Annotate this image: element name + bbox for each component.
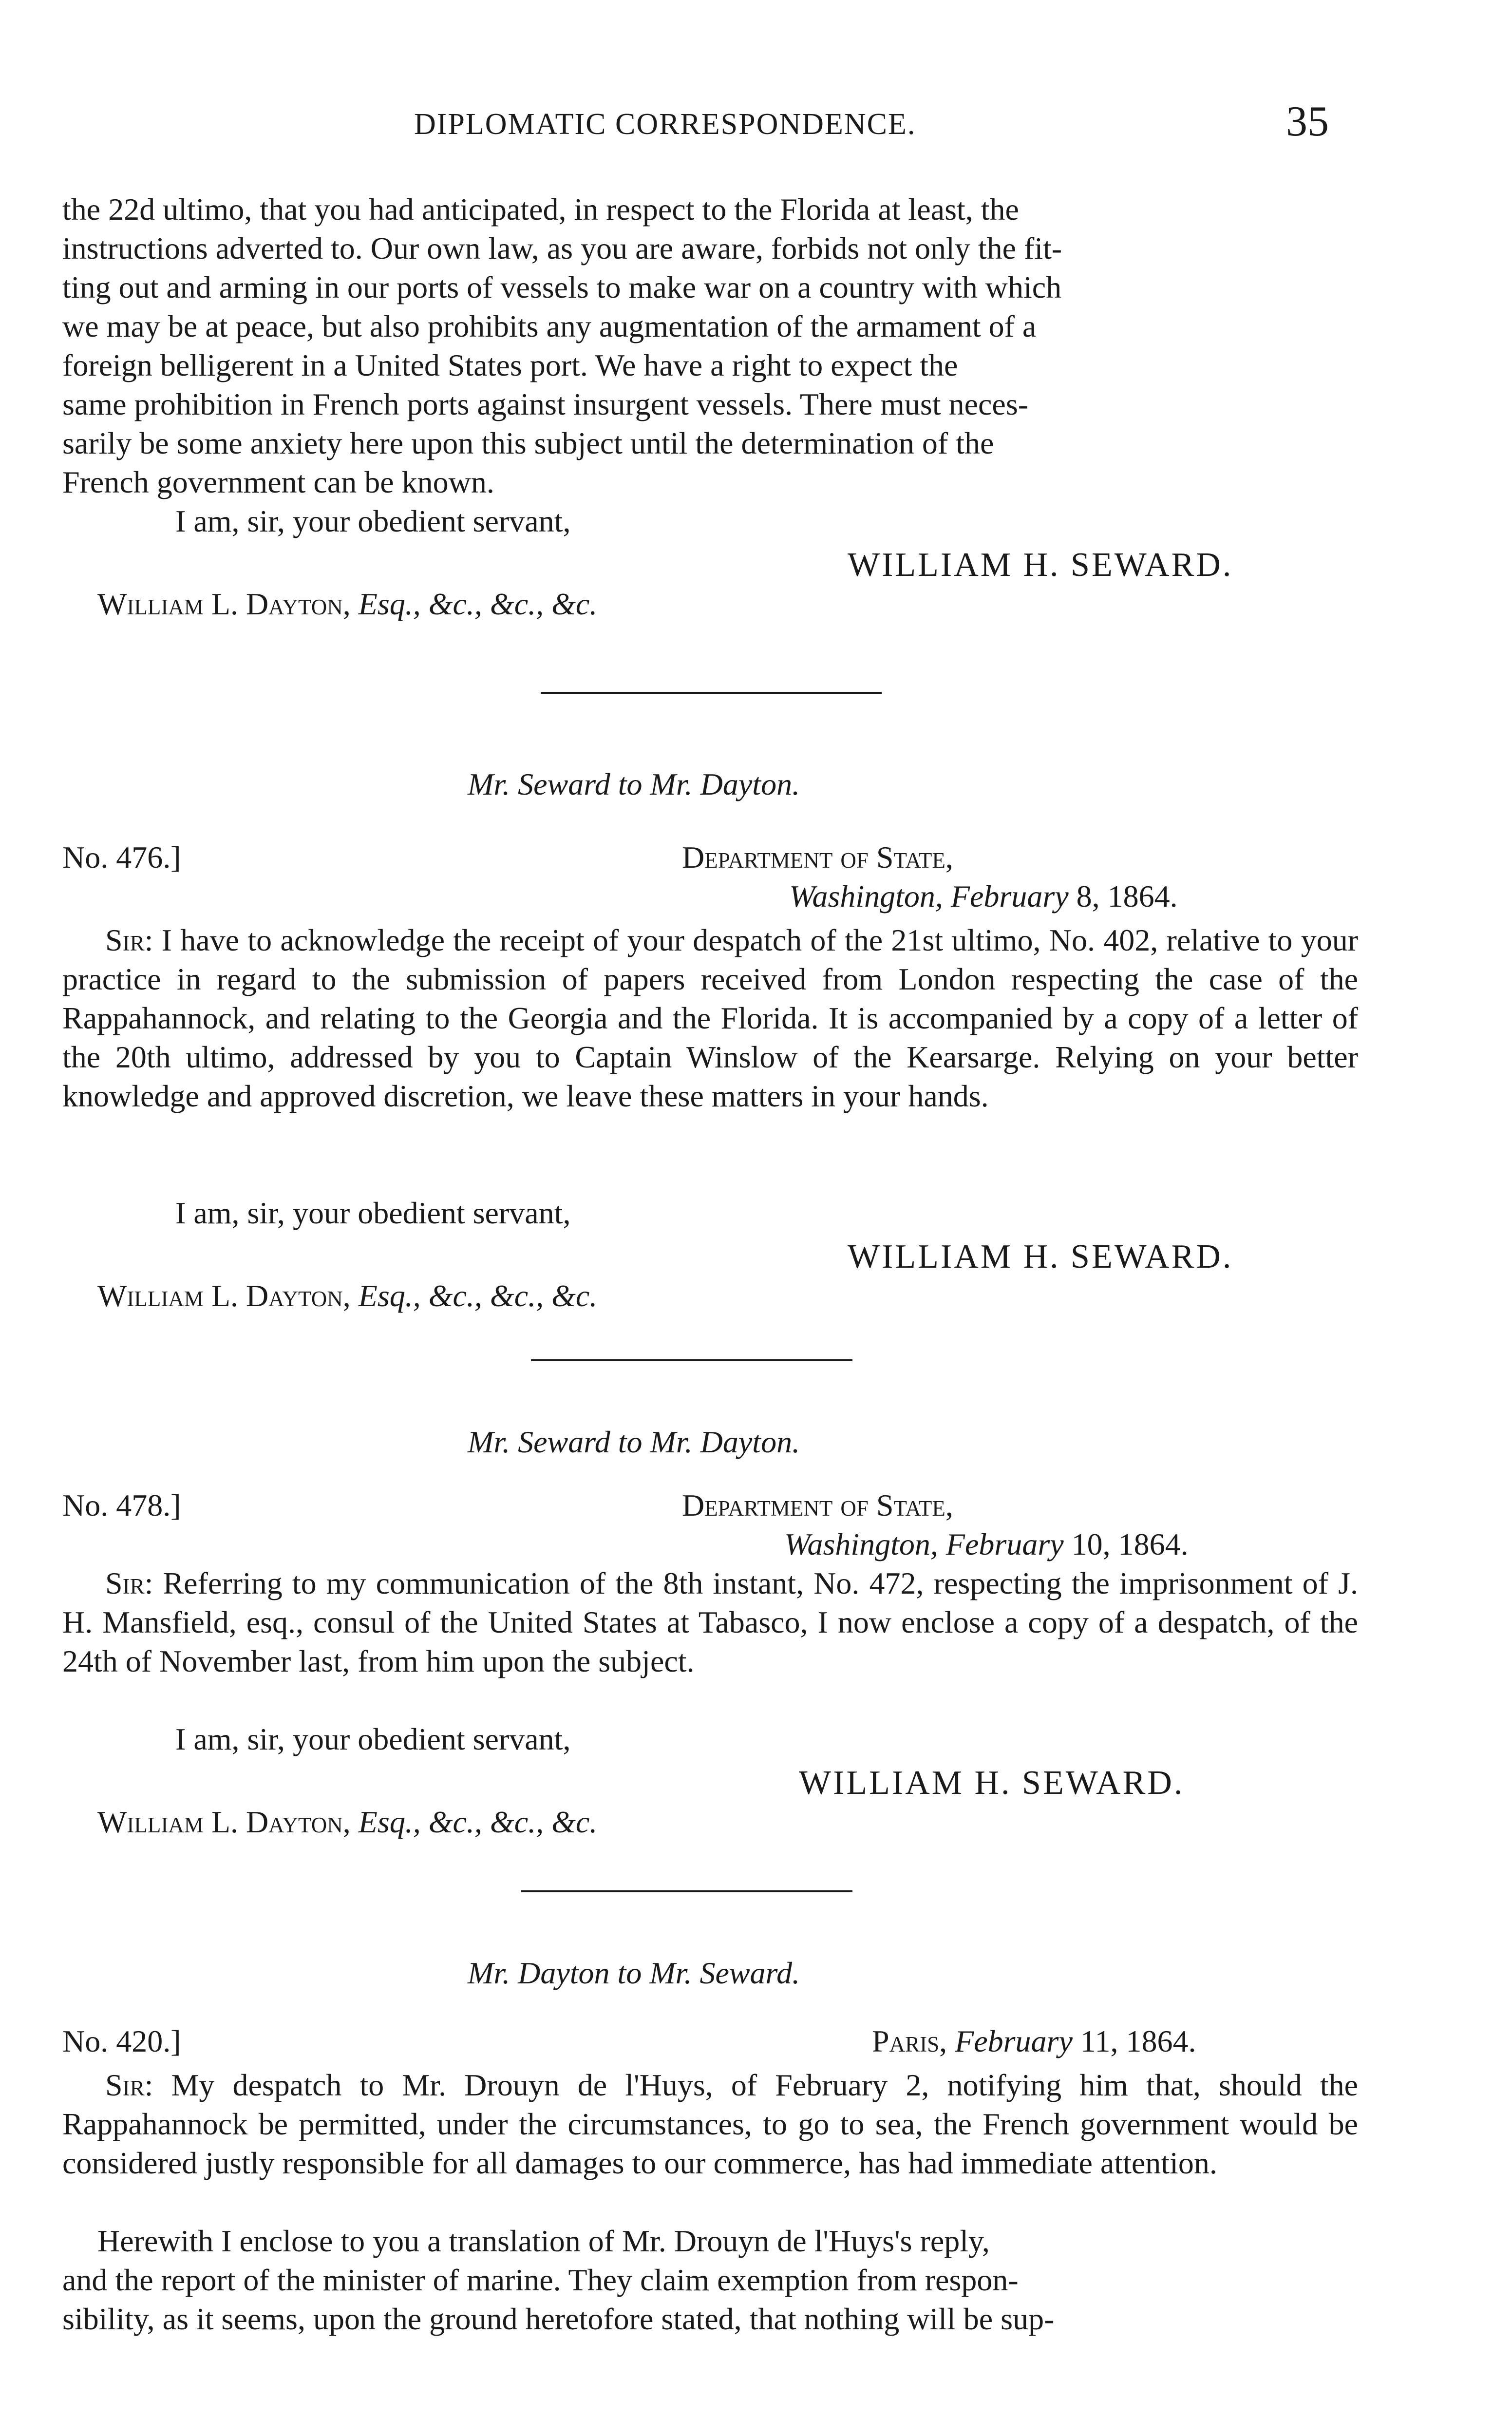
letter3-signer: WILLIAM H. SEWARD. — [799, 1764, 1185, 1802]
letter1-line-1: the 22d ultimo, that you had anticipated, in respect to the Florida at least, the — [62, 192, 1019, 227]
letter3-body — [62, 1564, 1358, 1681]
letter3-place: Washington, — [784, 1527, 938, 1561]
separator-rule-3 — [521, 1890, 852, 1892]
letter2-signer: WILLIAM H. SEWARD. — [848, 1238, 1233, 1275]
letter2-heading: Mr. Seward to Mr. Dayton. — [468, 767, 800, 801]
letter2-salutation: Sir: — [105, 923, 153, 957]
letter1-line-8: French government can be known. — [62, 465, 494, 499]
running-title: DIPLOMATIC CORRESPONDENCE. — [414, 108, 916, 141]
letter1-line-2: instructions adverted to. Our own law, as you are aware, forbids not only the fit- — [62, 231, 1062, 266]
letter1-addressee-name: William L. Dayton, — [97, 587, 351, 621]
letter1-line-5: foreign belligerent in a United States port. We have a right to expect the — [62, 348, 958, 382]
letter1-line-7: sarily be some anxiety here upon this subject until the determination of the — [62, 426, 994, 460]
letter1-addressee — [97, 585, 597, 624]
letter4-number: No. 420.] — [62, 2024, 181, 2058]
separator-rule-1 — [541, 692, 882, 694]
letter2-addressee-name: William L. Dayton, — [97, 1278, 351, 1313]
letter3-addressee-name: William L. Dayton, — [97, 1805, 351, 1839]
letter3-department: Department of State, — [682, 1488, 953, 1522]
letter1-line-4: we may be at peace, but also prohibits any augmentation of the armament of a — [62, 309, 1037, 343]
letter3-closing: I am, sir, your obedient servant, — [175, 1722, 571, 1756]
letter2-dateline — [789, 877, 1178, 916]
letter1-addressee-suffix: Esq., &c., &c., &c. — [350, 587, 598, 621]
letter4-place: Paris, — [872, 2024, 947, 2058]
letter3-body-text: Referring to my communication of the 8th instant, No. 472, respecting the imprisonment of J. H. Mansfield, esq., consul of the United States at Tabasco, I now enclose a copy of a despatch, of the 24th of November last, from him upon the subject. — [62, 1566, 1358, 1678]
letter3-dateline — [784, 1525, 1189, 1564]
letter4-salutation: Sir: — [105, 2068, 153, 2102]
letter3-heading: Mr. Seward to Mr. Dayton. — [468, 1425, 800, 1459]
letter4-month: February — [947, 2024, 1073, 2058]
letter1-closing: I am, sir, your obedient servant, — [175, 504, 571, 538]
separator-rule-2 — [531, 1359, 852, 1361]
letter3-number: No. 478.] — [62, 1488, 181, 1522]
letter3-day-year: 10, 1864. — [1063, 1527, 1189, 1561]
letter2-body-text: I have to acknowledge the receipt of your despatch of the 21st ultimo, No. 402, relative to your practice in regard to the submission of papers received from London respecting the case of the Rappahannock, and relating to the Georgia and the Florida. It is accompanied by a copy of a letter of the 20th ultimo, addressed by you to Captain Winslow of the Kearsarge. Relying on your better knowledge and approved discretion, we leave these matters in your hands. — [62, 923, 1358, 1113]
letter1-line-3: ting out and arming in our ports of vessels to make war on a country with which — [62, 270, 1062, 304]
letter3-addressee — [97, 1803, 597, 1842]
letter4-day-year: 11, 1864. — [1072, 2024, 1196, 2058]
letter1-signer: WILLIAM H. SEWARD. — [848, 546, 1233, 584]
letter3-month: February — [938, 1527, 1064, 1561]
letter2-place: Washington, — [789, 879, 943, 914]
letter1-line-6: same prohibition in French ports against insurgent vessels. There must neces- — [62, 387, 1029, 421]
letter3-addressee-suffix: Esq., &c., &c., &c. — [350, 1805, 598, 1839]
page-number: 35 — [1286, 98, 1329, 145]
letter2-closing: I am, sir, your obedient servant, — [175, 1196, 571, 1230]
letter2-addressee — [97, 1276, 597, 1315]
letter4-body2-line-1: Herewith I enclose to you a translation of Mr. Drouyn de l'Huys's reply, — [97, 2224, 990, 2258]
letter2-department: Department of State, — [682, 840, 953, 875]
letter4-body2-line-2: and the report of the minister of marine. They claim exemption from respon- — [62, 2263, 1019, 2297]
letter4-body2-line-3: sibility, as it seems, upon the ground heretofore stated, that nothing will be sup- — [62, 2302, 1055, 2336]
letter4-heading: Mr. Dayton to Mr. Seward. — [468, 1956, 800, 1990]
letter2-number: No. 476.] — [62, 840, 181, 875]
letter2-addressee-suffix: Esq., &c., &c., &c. — [350, 1278, 598, 1313]
letter3-salutation: Sir: — [105, 1566, 153, 1600]
letter2-body — [62, 921, 1358, 1116]
letter4-dateline — [872, 2022, 1196, 2061]
letter2-day-year: 8, 1864. — [1068, 879, 1178, 914]
letter2-month: February — [943, 879, 1069, 914]
letter4-body1-text: My despatch to Mr. Drouyn de l'Huys, of February 2, notifying him that, should the Rappahannock be permitted, under the circumstances, to go to sea, the French government would be considered justly responsible for all damages to our commerce, has had immediate attention. — [62, 2068, 1358, 2180]
letter4-body-1 — [62, 2066, 1358, 2183]
